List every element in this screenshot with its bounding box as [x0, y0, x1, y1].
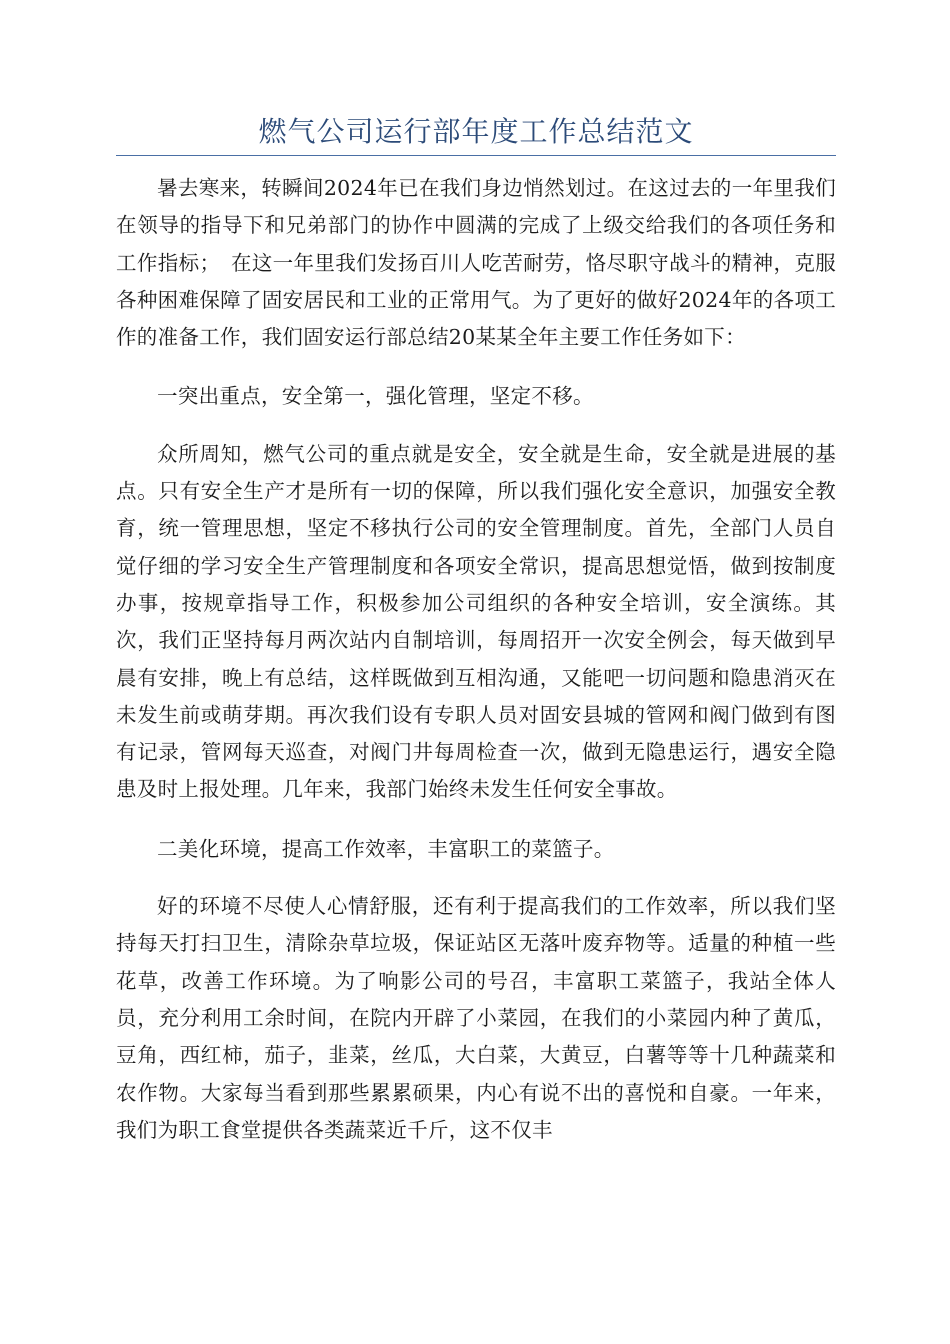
- document-page: [116, 112, 836, 1171]
- paragraph-intro: 暑去寒来，转瞬间2024年已在我们身边悄然划过。在这过去的一年里我们在领导的指导下和兄弟部门的协作中圆满的完成了上级交给我们的各项任务和工作指标； 在这一年里我们发扬百川人吃苦耐劳，恪尽职守战斗的精神，克服各种困难保障了固安居民和工业的正常用气。为了更好的做好2024年的各项工作的准备工作，我们固安运行部总结20某某全年主要工作任务如下：: [116, 176, 836, 350]
- document-title: 燃气公司运行部年度工作总结范文: [116, 112, 836, 156]
- paragraph-safety: 众所周知，燃气公司的重点就是安全，安全就是生命，安全就是进展的基点。只有安全生产才是所有一切的保障，所以我们强化安全意识，加强安全教育，统一管理思想，坚定不移执行公司的安全管理制度。首先，全部门人员自觉仔细的学习安全生产管理制度和各项安全常识，提高思想觉悟，做到按制度办事，按规章指导工作，积极参加公司组织的各种安全培训，安全演练。其次，我们正坚持每月两次站内自制培训，每周招开一次安全例会，每天做到早晨有安排，晚上有总结，这样既做到互相沟通，又能吧一切问题和隐患消灭在未发生前或萌芽期。再次我们设有专职人员对固安县城的管网和阀门做到有图有记录，管网每天巡查，对阀门井每周检查一次，做到无隐患运行，遇安全隐患及时上报处理。几年来，我部门始终未发生任何安全事故。: [116, 441, 836, 802]
- section-heading-2: 二美化环境，提高工作效率，丰富职工的菜篮子。: [157, 836, 615, 861]
- paragraph-environment: 好的环境不尽使人心情舒服，还有利于提高我们的工作效率，所以我们坚持每天打扫卫生，清除杂草垃圾，保证站区无落叶废弃物等。适量的种植一些花草，改善工作环境。为了响影公司的号召，丰富职工菜篮子，我站全体人员，充分利用工余时间，在院内开辟了小菜园，在我们的小菜园内种了黄瓜，豆角，西红柿，茄子，韭菜，丝瓜，大白菜，大黄豆，白薯等等十几种蔬菜和农作物。大家每当看到那些累累硕果，内心有说不出的喜悦和自豪。一年来，我们为职工食堂提供各类蔬菜近千斤，这不仅丰: [116, 894, 836, 1142]
- section-heading-1: 一突出重点，安全第一，强化管理，坚定不移。: [157, 384, 594, 409]
- document-body: [116, 170, 836, 1149]
